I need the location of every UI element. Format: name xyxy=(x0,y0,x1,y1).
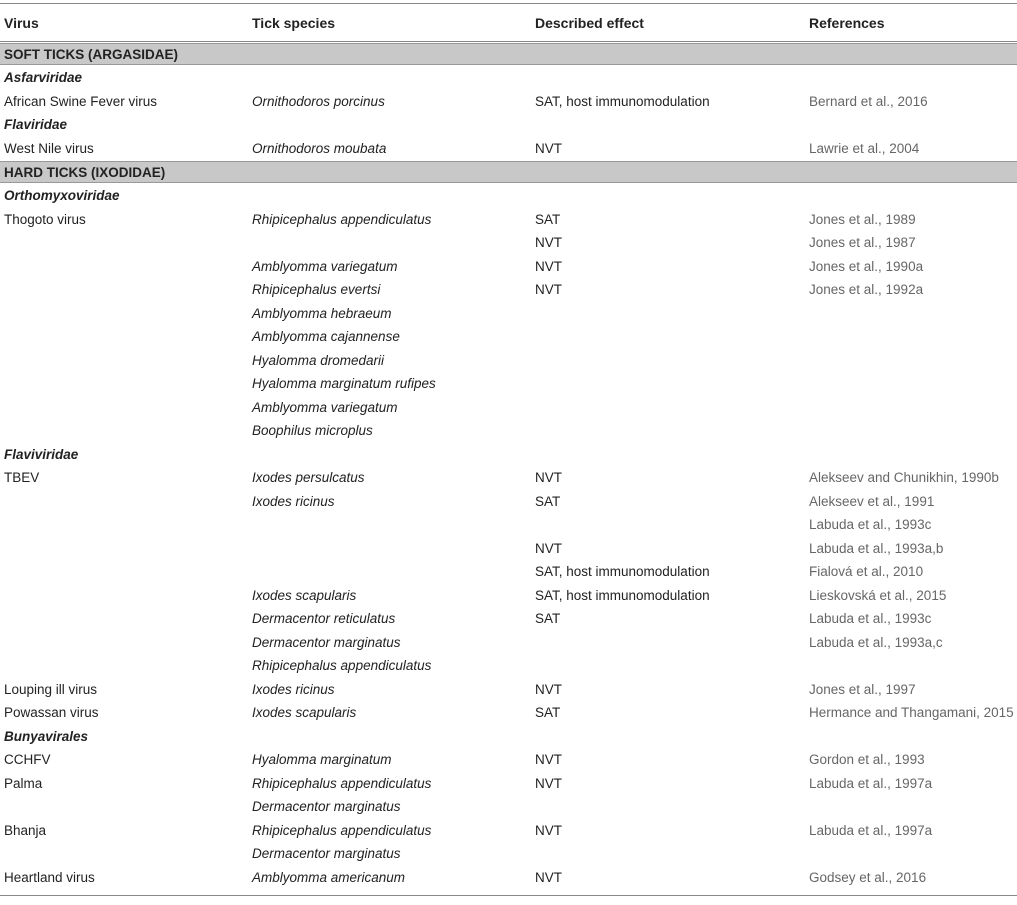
section-header: HARD TICKS (IXODIDAE) xyxy=(0,161,1017,183)
table-row xyxy=(0,325,1017,349)
family-header: Flaviridae xyxy=(4,117,68,133)
table-row xyxy=(0,137,1017,161)
tick-species-cell: Dermacentor marginatus xyxy=(252,799,401,815)
tick-species-cell: Ixodes scapularis xyxy=(252,587,357,603)
table-row xyxy=(0,302,1017,326)
virus-cell: Thogoto virus xyxy=(4,211,86,227)
virus-cell: CCHFV xyxy=(4,752,51,768)
table-row xyxy=(0,537,1017,561)
table-row xyxy=(0,584,1017,608)
table-body xyxy=(0,43,1017,889)
reference-cell: Jones et al., 1987 xyxy=(809,235,916,251)
virus-cell: West Nile virus xyxy=(4,140,94,156)
tick-species-cell: Rhipicephalus appendiculatus xyxy=(252,211,432,227)
effect-cell: SAT, host immunomodulation xyxy=(535,564,710,580)
effect-cell: NVT xyxy=(535,540,562,556)
reference-cell: Labuda et al., 1997a xyxy=(809,775,933,791)
table-row xyxy=(0,560,1017,584)
reference-cell: Hermance and Thangamani, 2015 xyxy=(809,705,1014,721)
reference-cell: Lieskovská et al., 2015 xyxy=(809,587,947,603)
reference-cell: Alekseev et al., 1991 xyxy=(809,493,935,509)
table-row xyxy=(0,795,1017,819)
effect-cell: NVT xyxy=(535,681,562,697)
reference-cell: Jones et al., 1997 xyxy=(809,681,916,697)
tick-species-cell: Hyalomma marginatum xyxy=(252,752,392,768)
tick-species-cell: Hyalomma marginatum rufipes xyxy=(252,376,436,392)
table-row xyxy=(0,255,1017,279)
tick-species-cell: Dermacentor reticulatus xyxy=(252,611,396,627)
table-row xyxy=(0,631,1017,655)
tick-species-cell: Ixodes ricinus xyxy=(252,681,335,697)
reference-cell: Lawrie et al., 2004 xyxy=(809,140,920,156)
tick-species-cell: Ornithodoros moubata xyxy=(252,140,387,156)
virus-cell: Heartland virus xyxy=(4,869,95,885)
table-row xyxy=(0,490,1017,514)
family-header: Bunyavirales xyxy=(4,728,89,744)
virus-cell: Bhanja xyxy=(4,822,47,838)
reference-cell: Labuda et al., 1993c xyxy=(809,611,932,627)
reference-cell: Fialová et al., 2010 xyxy=(809,564,924,580)
data-table xyxy=(0,3,1017,896)
table-header xyxy=(0,4,1017,42)
effect-cell: NVT xyxy=(535,258,562,274)
tick-species-cell: Amblyomma variegatum xyxy=(252,399,398,415)
effect-cell: SAT xyxy=(535,705,561,721)
effect-cell: SAT xyxy=(535,211,561,227)
tick-species-cell: Rhipicephalus appendiculatus xyxy=(252,775,432,791)
virus-cell: Louping ill virus xyxy=(4,681,98,697)
family-header: Asfarviridae xyxy=(4,70,83,86)
header-references: References xyxy=(809,14,885,31)
reference-cell: Godsey et al., 2016 xyxy=(809,869,927,885)
table-row xyxy=(0,278,1017,302)
reference-cell: Labuda et al., 1993a,c xyxy=(809,634,943,650)
virus-cell: African Swine Fever virus xyxy=(4,93,158,109)
effect-cell: SAT, host immunomodulation xyxy=(535,587,710,603)
effect-cell: NVT xyxy=(535,235,562,251)
tick-species-cell: Ornithodoros porcinus xyxy=(252,93,385,109)
reference-cell: Alekseev and Chunikhin, 1990b xyxy=(809,470,999,486)
reference-cell: Gordon et al., 1993 xyxy=(809,752,925,768)
effect-cell: NVT xyxy=(535,282,562,298)
header-tick-species: Tick species xyxy=(252,14,336,31)
virus-cell: Powassan virus xyxy=(4,705,99,721)
section-header: SOFT TICKS (ARGASIDAE) xyxy=(0,43,1017,65)
table-row xyxy=(0,466,1017,490)
reference-cell: Jones et al., 1989 xyxy=(809,211,916,227)
reference-cell: Labuda et al., 1993a,b xyxy=(809,540,944,556)
table-row xyxy=(0,819,1017,843)
effect-cell: NVT xyxy=(535,140,562,156)
table-row xyxy=(0,678,1017,702)
tick-species-cell: Dermacentor marginatus xyxy=(252,634,401,650)
tick-species-cell: Boophilus microplus xyxy=(252,423,373,439)
header-virus: Virus xyxy=(4,14,39,31)
family-header: Orthomyxoviridae xyxy=(4,188,120,204)
effect-cell: NVT xyxy=(535,470,562,486)
tick-species-cell: Ixodes ricinus xyxy=(252,493,335,509)
effect-cell: NVT xyxy=(535,822,562,838)
effect-cell: NVT xyxy=(535,869,562,885)
virus-cell: Palma xyxy=(4,775,43,791)
reference-cell: Bernard et al., 2016 xyxy=(809,93,928,109)
table-row xyxy=(0,208,1017,232)
effect-cell: NVT xyxy=(535,752,562,768)
tick-species-cell: Dermacentor marginatus xyxy=(252,846,401,862)
table-row xyxy=(0,654,1017,678)
reference-cell: Labuda et al., 1997a xyxy=(809,822,933,838)
table-row xyxy=(0,90,1017,114)
tick-species-cell: Rhipicephalus evertsi xyxy=(252,282,381,298)
tick-species-cell: Ixodes persulcatus xyxy=(252,470,365,486)
tick-species-cell: Amblyomma variegatum xyxy=(252,258,398,274)
reference-cell: Labuda et al., 1993c xyxy=(809,517,932,533)
table-row xyxy=(0,842,1017,866)
tick-species-cell: Amblyomma americanum xyxy=(252,869,406,885)
tick-species-cell: Rhipicephalus appendiculatus xyxy=(252,658,432,674)
reference-cell: Jones et al., 1990a xyxy=(809,258,924,274)
bottom-rule xyxy=(0,895,1017,896)
family-header: Flaviviridae xyxy=(4,446,79,462)
effect-cell: SAT, host immunomodulation xyxy=(535,93,710,109)
header-described-effect: Described effect xyxy=(535,14,644,31)
table-row xyxy=(0,419,1017,443)
table-row xyxy=(0,513,1017,537)
table-row xyxy=(0,772,1017,796)
tick-species-cell: Rhipicephalus appendiculatus xyxy=(252,822,432,838)
table-row xyxy=(0,349,1017,373)
table-row xyxy=(0,866,1017,890)
virus-cell: TBEV xyxy=(4,470,40,486)
effect-cell: SAT xyxy=(535,493,561,509)
table-row xyxy=(0,396,1017,420)
tick-species-cell: Amblyomma cajannense xyxy=(252,329,400,345)
tick-species-cell: Amblyomma hebraeum xyxy=(252,305,392,321)
table-row xyxy=(0,748,1017,772)
table-row xyxy=(0,231,1017,255)
table-row xyxy=(0,701,1017,725)
table-row xyxy=(0,607,1017,631)
effect-cell: SAT xyxy=(535,611,561,627)
reference-cell: Jones et al., 1992a xyxy=(809,282,924,298)
table-row xyxy=(0,372,1017,396)
tick-species-cell: Ixodes scapularis xyxy=(252,705,357,721)
effect-cell: NVT xyxy=(535,775,562,791)
tick-species-cell: Hyalomma dromedarii xyxy=(252,352,385,368)
